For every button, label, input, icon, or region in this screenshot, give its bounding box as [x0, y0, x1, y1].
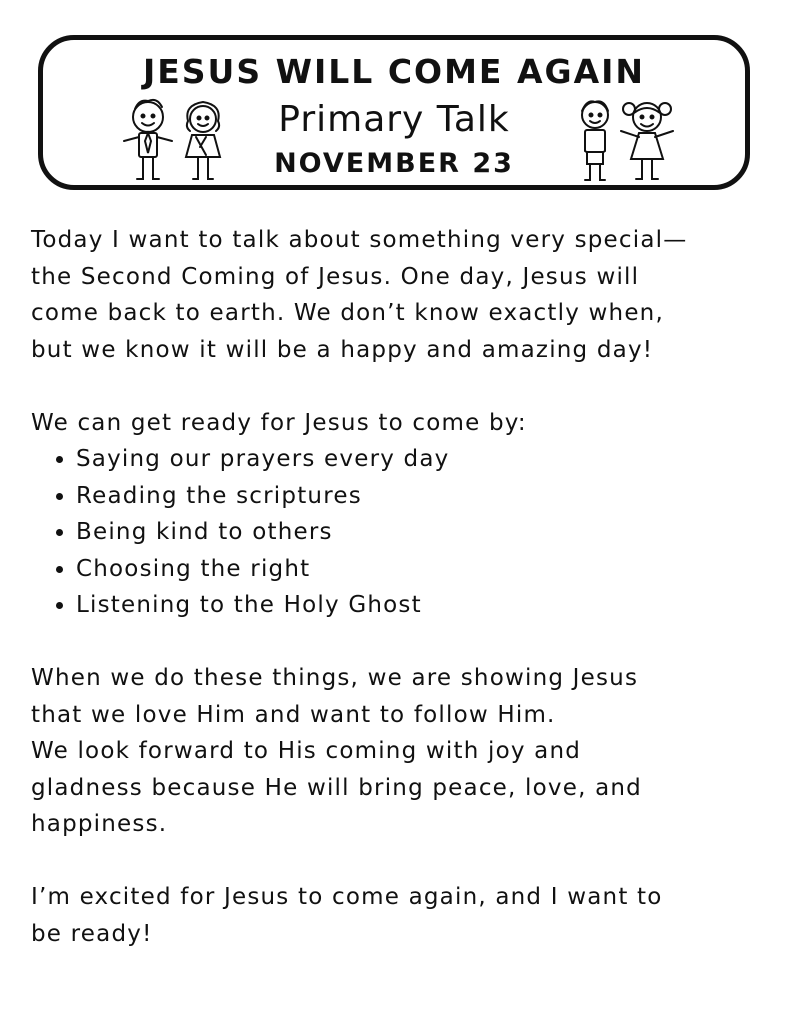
closing-paragraph — [31, 879, 761, 952]
list-item: • Choosing the right — [76, 551, 761, 588]
list-item: • Listening to the Holy Ghost — [76, 587, 761, 624]
text-line: Today I want to talk about something very special— — [31, 227, 688, 253]
page-subtitle: Primary Talk — [278, 99, 510, 140]
boy-icon — [573, 95, 618, 190]
list-item: • Reading the scriptures — [76, 478, 761, 515]
text-line: but we know it will be a happy and amazing day! — [31, 336, 654, 363]
list-item: • Being kind to others — [76, 514, 761, 551]
list-intro: We can get ready for Jesus to come by: — [31, 409, 527, 436]
talk-content — [31, 222, 761, 952]
list-item: • Saying our prayers every day — [76, 441, 761, 478]
page-title: JESUS WILL COME AGAIN — [142, 52, 646, 91]
intro-paragraph — [31, 222, 761, 368]
text-line: happiness. — [31, 811, 168, 837]
ready-list — [31, 441, 761, 624]
text-line: I’m excited for Jesus to come again, and I want to — [31, 884, 663, 910]
girl-with-curly-hair-icon — [178, 95, 228, 190]
text-line: the Second Coming of Jesus. One day, Jesus will — [31, 263, 640, 290]
text-line: be ready! — [31, 920, 153, 947]
text-line: gladness because He will bring peace, love, and — [31, 774, 642, 801]
text-line: We look forward to His coming with joy and — [31, 738, 582, 764]
text-line: come back to earth. We don’t know exactly when, — [31, 300, 664, 326]
text-line: that we love Him and want to follow Him. — [31, 701, 556, 728]
girl-with-pigtails-icon — [615, 95, 680, 190]
boy-with-tie-icon — [118, 95, 178, 190]
text-line: When we do these things, we are showing Jesus — [31, 665, 639, 691]
talk-date: NOVEMBER 23 — [274, 148, 514, 179]
middle-paragraph — [31, 660, 761, 843]
